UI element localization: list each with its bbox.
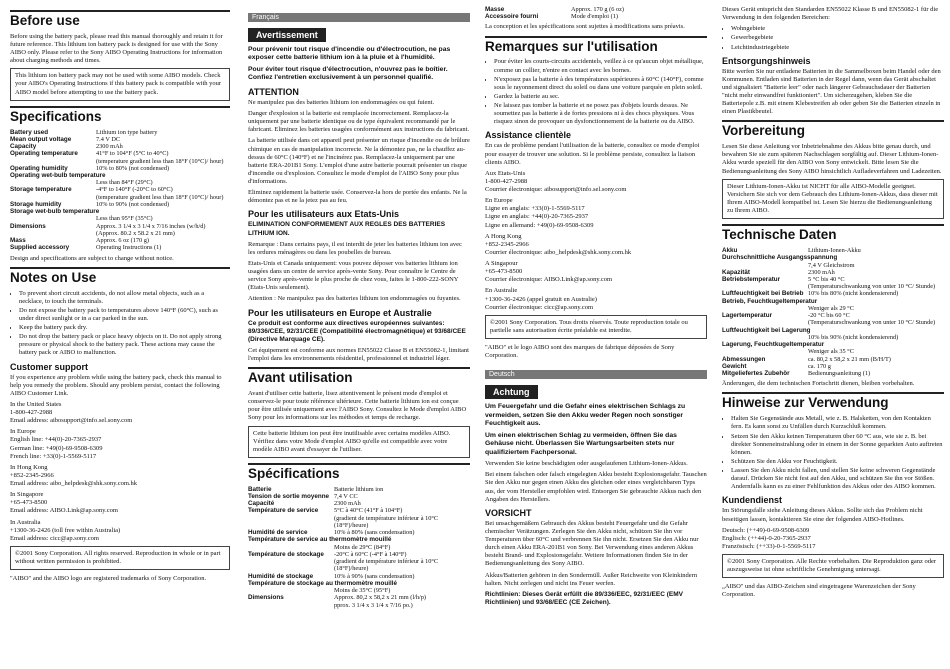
notes-heading: Notes on Use: [10, 269, 97, 285]
spec-label: Mean output voltage: [10, 135, 72, 143]
notes-list: [10, 290, 230, 358]
vorsicht-heading: VORSICHT: [485, 507, 532, 518]
spec-value: (gradient de température inférieur à 10°C (18°F)/heure): [334, 558, 439, 573]
attention-heading: ATTENTION: [248, 86, 299, 97]
richtlinien-text: Richtlinien: Dieses Gerät erfüllt die 89/336/EEC, 92/31/EEC (EMV Richtlinien) und 93/68/EEC (CE Zeichen).: [485, 590, 683, 606]
list-item: • Do not drop the battery pack or place heavy objects on it. Do not apply strong pressure or physical shock to the battery pack. These actions may cause the battery pack or AIBO to malfunction.: [19, 333, 230, 357]
spec-label: Température de service: [248, 507, 319, 515]
de-text: Akkus/Batterien gehören in den Sondermüll. Außer Reichweite von Kleinkindern halten. Nicht zerlegen und nicht ins Feuer werfen.: [485, 571, 698, 587]
language-label: Français: [248, 13, 470, 22]
spec-row: [248, 587, 470, 594]
spec-row: [485, 6, 707, 13]
spec-label: Mass: [10, 237, 26, 245]
spec-value: 10% à 80% (sans condensation): [334, 529, 415, 537]
spec-row: [722, 356, 944, 363]
spec-note-de: Änderungen, die dem technischen Fortschritt dienen, bleiben vorbehalten.: [722, 380, 915, 388]
spec-value: Less than 95°F (35°C): [96, 215, 153, 223]
contact-block: [485, 233, 707, 257]
spec-note: Design and specifications are subject to change without notice.: [10, 254, 174, 262]
trademark-text: „AIBO" und das AIBO-Zeichen sind eingetragene Warenzeichen der Sony Corporation.: [722, 583, 916, 599]
spec-value: (Approx. 80.2 x 58.2 x 21 mm): [96, 229, 175, 237]
spec-row: [248, 580, 470, 587]
contact-block: [485, 197, 707, 230]
spec-row: [10, 201, 230, 208]
spec-label: Abmessungen: [722, 355, 766, 363]
compatibility-note-box: [248, 426, 470, 458]
spec-value: Approx. 6 oz (170 g): [96, 237, 149, 245]
list-item: • Gardez la batterie au sec.: [494, 93, 707, 101]
column-french: [248, 6, 470, 612]
compatibility-note: Dieser Lithium-Ionen-Akku ist NICHT für alle AIBO-Modelle geeignet. Versichern Sie sich vor dem Gebrauch des Lithium-Ionen-Akkus, dass dieser mit Ihrem AIBO-Modell kompatibel ist. Lesen Sie hierzu die Bedienungsanleitung zu Ihrem AIBO.: [727, 182, 938, 215]
spec-value: (temperature gradient less than 18°F (10°C)/ hour): [96, 157, 224, 165]
trademark-text: "AIBO" and the AIBO logo are registered trademarks of Sony Corporation.: [10, 575, 207, 583]
warning-text: Um Feuergefahr und die Gefahr eines elektrischen Schlags zu vermeiden, setzen Sie den Akku weder Regen noch sonstiger Feuchtigkeit aus.: [485, 403, 686, 428]
spec-row: [248, 486, 470, 493]
spec-value: 7,4 V Gleichstrom: [808, 261, 855, 269]
spec-label: Mitgeliefertes Zubehör: [722, 370, 790, 378]
contact-block: [10, 464, 230, 488]
contact-line: Aux Etats-Unis: [485, 169, 526, 177]
spec-row: [722, 283, 944, 290]
spec-label: [248, 587, 334, 594]
spec-value: Bedienungsanleitung (1): [808, 370, 871, 378]
spec-label: [722, 334, 808, 341]
copyright-text: ©2001 Sony Corporation. Alle Rechte vorbehalten. Die Reproduktion ganz oder auszugsweise ist ohne schriftliche Genehmigung untersagt.: [727, 558, 937, 574]
column-french-german: [485, 6, 707, 610]
spec-label: Accessoire fourni: [485, 13, 539, 21]
spec-row: [248, 602, 470, 609]
remarks-list: [485, 58, 707, 126]
contact-line: A Hong Kong: [485, 232, 522, 240]
spec-label: Kapazität: [722, 268, 750, 276]
spec-value: 5 °C bis 40 °C: [808, 276, 845, 283]
spec-row: [10, 136, 230, 143]
column-german: [722, 6, 944, 603]
spec-value: 41°F to 104°F (5°C to 40°C): [96, 150, 169, 158]
spec-row: [722, 290, 944, 297]
spec-value: Batterie lithium ion: [334, 485, 384, 493]
spec-label: Capacité: [248, 500, 275, 508]
divider: [10, 106, 230, 108]
spec-value: Approx. 3 1/4 x 3 1/4 x 7/16 inches (w/h/d): [96, 222, 206, 230]
support-heading-fr: Assistance clientèle: [485, 130, 572, 141]
spec-value: Less than 84°F (29°C): [96, 179, 153, 187]
contact-line: +65-473-8500: [485, 268, 523, 276]
spec-label: Lagertemperatur: [722, 312, 773, 320]
spec-label: Luftfeuchtigkeit bei Betrieb: [722, 290, 804, 298]
spec-label: [248, 602, 334, 609]
spec-value: Approx. 80,2 x 58,2 x 21 mm (l/h/p): [334, 594, 426, 602]
spec-row: [10, 150, 230, 157]
contact-block: [10, 428, 230, 461]
spec-label: Operating wet-bulb temperature: [10, 171, 106, 179]
compatibility-note: Cette batterie lithium ion peut être inutilisable avec certains modèles AIBO. Vérifiez dans votre Mode d'emploi AIBO qu'elle est compatible avec votre modèle AIBO avant d'essayer de l'utiliser.: [253, 429, 451, 453]
spec-table: [485, 6, 707, 20]
spec-label: Température de stockage au thermomètre mouillé: [248, 579, 397, 587]
spec-label: [10, 215, 96, 222]
eu-users-heading: Pour les utilisateurs en Europe et Australie: [248, 307, 432, 318]
spec-row: [722, 334, 944, 341]
spec-row: [485, 13, 707, 20]
contact-block: [10, 401, 230, 425]
contact-line: Ligne en allemand: +49(0)-69-9508-6309: [485, 221, 594, 229]
list-item: • Pour éviter les courts-circuits accidentels, veillez à ce qu'aucun objet métallique, comme un collier, n'entre en contact avec les bornes.: [494, 58, 707, 74]
specifications-heading-de: Technische Daten: [722, 227, 837, 243]
spec-value: 2300 mAh: [808, 268, 835, 276]
spec-note-fr: La conception et les spécifications sont sujettes à modifications sans préavis.: [485, 23, 685, 31]
hotline-list: [722, 527, 944, 551]
list-item: • Wohngebiete: [731, 25, 944, 33]
copyright-box: [722, 554, 944, 578]
spec-row: [722, 348, 944, 355]
contact-line: 1-800-427-2988: [485, 177, 528, 185]
spec-label: [722, 348, 808, 355]
spec-row: [722, 276, 944, 283]
warning-label: Avertissement: [248, 28, 326, 42]
spec-value: 5°C à 40°C (41°F à 104°F): [334, 507, 403, 515]
contact-line: French line: +33(0)-1-5569-5117: [10, 452, 97, 460]
spec-label: [722, 262, 808, 269]
spec-value: Weniger als 29 °C: [808, 304, 854, 312]
spec-table: [722, 247, 944, 377]
spec-label: Battery used: [10, 128, 49, 136]
spec-label: Humidité de service: [248, 529, 308, 537]
spec-row: [10, 143, 230, 150]
list-item: • N'exposez pas la batterie à des températures supérieures à 60°C (140°F), comme sous le rayonnement direct du soleil ou dans une voiture parquée en plein soleil.: [494, 76, 707, 92]
spec-row: [248, 493, 470, 500]
conformity-text: Dieses Gerät entspricht den Standarden EN55022 Klasse B und EN55082-1 für die Verwendung in den folgenden Bereichen:: [722, 6, 939, 22]
spec-value: Operating Instructions (1): [96, 244, 162, 252]
spec-value: Moins de 29°C (84°F): [334, 543, 391, 551]
spec-label: Température de service au thermomètre mouillé: [248, 536, 392, 544]
contact-block: [485, 287, 707, 311]
contact-line: In Singapore: [10, 491, 44, 499]
service-text: Im Störungsfalle siehe Anleitung dieses Akkus. Sollte sich das Problem nicht beseitigen lassen, kontaktieren Sie eine der folgenden AIBO-Hotlines.: [722, 507, 923, 523]
contact-line: Email address: aibo_helpdesk@shk.sony.com.hk: [10, 480, 138, 488]
spec-label: Storage wet-bulb temperature: [10, 208, 100, 216]
spec-value: -20°C à 60°C (-4°F à 140°F): [334, 550, 407, 558]
spec-row: [10, 129, 230, 136]
contact-list: [485, 170, 707, 312]
us-text: Etats-Unis et Canada uniquement: vous pouvez déposer vos batteries lithium ion usagées dans un centre de service après-vente Sony. Pour connaître le Centre de service Sony après-vente le plus proche de chez vous, faites le 1-800-222-SONY (Etats-Unis seulement).: [248, 259, 459, 292]
vorsicht-text: Bei unsachgemäßem Gebrauch des Akkus besteht Feuergefahr und die Gefahr chemischer Verätzungen. Zerlegen Sie den Akku nicht, schützen Sie ihn vor Temperaturen über 60°C und verbrennen Sie ihn nicht. Ersetzen Sie den Akku nur durch einen Akku ERA-201B1 von Sony. Bei Verwendung eines anderen Akkus besteht Brand- und Explosionsgefahr. Weitere Informationen finden Sie in der Bedienungsanleitung des Sony AIBO.: [485, 519, 699, 568]
warning-text: Um einen elektrischen Schlag zu vermeiden, öffnen Sie das Gehäuse nicht. Überlassen Sie Wartungsarbeiten stets nur qualifiziertem Fachpersonal.: [485, 431, 677, 456]
list-item: • To prevent short circuit accidents, do not allow metal objects, such as a necklace, to touch the terminals.: [19, 290, 230, 306]
list-item: • Ne laissez pas tomber la batterie et ne posez pas d'objets lourds dessus. Ne soumettez pas la batterie à de fortes pressions ni à des chocs physiques. Vous risquez sinon de provoquer un dysfonctionnement de la batterie ou du AIBO.: [494, 102, 707, 126]
spec-row: [248, 507, 470, 514]
spec-label: [722, 283, 808, 290]
spec-row: [10, 244, 230, 251]
list-item: • Halten Sie Gegenstände aus Metall, wie z. B. Halsketten, von den Kontakten fern. Es kann sonst zu Unfällen durch Kurzschluß kommen.: [731, 415, 944, 431]
compatibility-note: This lithium ion battery pack may not be used with some AIBO models. Check your AIBO's Operating Instructions if this battery pack is compatible with your AIBO model before attempting to use the battery pack.: [15, 72, 222, 96]
spec-row: [248, 500, 470, 507]
divider: [10, 10, 230, 12]
spec-value: Lithium ion type battery: [96, 128, 158, 136]
spec-row: [722, 341, 944, 348]
copyright-text: ©2001 Sony Corporation. All rights reserved. Reproduction in whole or in part without written permission is prohibited.: [15, 549, 221, 566]
trademark-text: "AIBO" et le logo AIBO sont des marques de fabrique déposées de Sony Corporation.: [485, 344, 675, 360]
contact-line: +1300-36-2426 (toll free within Australia): [10, 526, 121, 534]
divider: [485, 36, 707, 38]
de-text: Verwenden Sie keine beschädigten oder ausgelaufenen Lithium-Ionen-Akkus.: [485, 460, 688, 468]
spec-row: [10, 186, 230, 193]
prep-heading: Vorbereitung: [722, 123, 806, 139]
spec-row: [10, 237, 230, 244]
divider: [10, 267, 230, 269]
spec-label: Lagerung, Feuchtkugeltemperatur: [722, 341, 825, 349]
spec-label: [10, 158, 96, 165]
spec-label: Supplied accessory: [10, 244, 70, 252]
spec-row: [10, 223, 230, 230]
specifications-heading: Specifications: [10, 108, 102, 124]
contact-line: +852-2345-2966: [10, 471, 54, 479]
spec-label: Storage humidity: [10, 200, 62, 208]
contact-line: Courrier électronique: aibo_helpdesk@shk.sony.com.hk: [485, 248, 632, 256]
warning-text: Pour éviter tout risque d'électrocution, n'ouvrez pas le boîtier. Confiez l'entretien exclusivement à un personnel qualifié.: [248, 65, 448, 82]
disposal-text: Bitte werfen Sie nur entladene Batterien in die Sammelboxen beim Handel oder den Kommunen. Entladen sind Batterien in der Regel dann, wenn das Gerät abschaltet und signalisiert "Batterie leer" oder nach längerer Gebrauchsdauer der Batterien "nicht mehr einwandfrei funktioniert". Um sicherzugehen, kleben Sie die Batteriepole z.B. mit einem Klebestreifen ab oder geben Sie die Batterien einzeln in einen Plastikbeutel.: [722, 67, 941, 116]
spec-row: [722, 298, 944, 305]
contact-list: [10, 401, 230, 543]
copyright-box: [485, 315, 707, 339]
spec-value: (gradient de température inférieur à 10°C (18°F)/heure): [334, 514, 439, 529]
spec-row: [722, 262, 944, 269]
spec-value: -4°F to 140°F (-20°C to 60°C): [96, 186, 173, 194]
spec-label: Batterie: [248, 485, 272, 493]
us-users-heading: Pour les utilisateurs aux Etats-Unis: [248, 209, 400, 220]
de-text: Bei einem falschen oder falsch eingelegten Akku besteht Explosionsgefahr. Tauschen Sie den Akku nur gegen einen Akku des gleichen oder eines vergleichbaren Typs aus, der vom Hersteller empfohlen wird. Entsorgen Sie gebrauchte Akkus nach den Angaben des Herstellers.: [485, 471, 707, 503]
spec-label: Capacity: [10, 143, 37, 151]
contact-line: German line: +49(0)-69-9508-6309: [10, 444, 103, 452]
support-text-fr: En cas de problème pendant l'utilisation de la batterie, consultez ce mode d'emploi pour essayer de trouver une solution. Si le problème persiste, consultez la liaison clients AIBO.: [485, 142, 700, 166]
prep-text: Lesen Sie diese Anleitung vor Inbetriebnahme des Akkus bitte genau durch, und bewahren Sie sie zum späteren Nachschlagen sorgfältig auf. Dieser Lithium-Ionen-Akku wurde speziell für den AIBO von Sony entwickelt. Bitte lesen Sie die Bedienungsanleitung des Sony AIBO hinsichtlich Aufladeverfahren und Ladezeiten.: [722, 143, 942, 175]
spec-label: Température de stockage: [248, 550, 324, 558]
column-english: [10, 6, 230, 586]
contact-line: Ligne en anglais: +44(0)-20-7365-2937: [485, 213, 589, 221]
us-text: Remarque : Dans certains pays, il est interdit de jeter les batteries lithium ion avec les ordures ménagères ou dans les poubelles de bureau.: [248, 240, 462, 256]
attention-text: Eliminez rapidement la batterie usée. Conservez-la hors de portée des enfants. Ne la démontez pas et ne la jetez pas au feu.: [248, 189, 467, 205]
spec-value: Weniger als 35 °C: [808, 348, 854, 356]
spec-label: [248, 544, 334, 551]
divider: [248, 463, 470, 465]
spec-row: [248, 536, 470, 543]
spec-label: [722, 305, 808, 312]
compatibility-note-box: [10, 68, 230, 100]
spec-label: Dimensions: [10, 222, 46, 230]
support-heading: Customer support: [10, 361, 89, 372]
before-use-heading-fr: Avant utilisation: [248, 370, 353, 386]
spec-label: [10, 179, 96, 186]
divider: [722, 224, 944, 226]
support-text: If you experience any problem while using the battery pack, check this manual to help you remedy the problem. Should any problem persist, contact the following AIBO Customer Link.: [10, 373, 222, 397]
us-text: Attention : Ne manipulez pas des batteries lithium ion endommagées ou fuyantes.: [248, 295, 461, 303]
compatibility-note-box: [722, 179, 944, 220]
spec-row: [248, 529, 470, 536]
us-disposal: ELIMINATION CONFORMEMENT AUX REGLES DES BATTERIES LITHIUM ION.: [248, 221, 446, 237]
spec-label: Betriebstemperatur: [722, 276, 781, 283]
specifications-heading-fr: Spécifications: [248, 465, 340, 481]
attention-text: Ne manipulez pas des batteries lithium ion endommagées ou qui fuient.: [248, 98, 435, 106]
spec-label: [10, 194, 96, 201]
list-item: • Setzen Sie den Akku keinen Temperaturen über 60 °C aus, wie sie z. B. bei direkter Sonneneinstrahlung oder in einem in der Sonne geparkten Auto auftreten können.: [731, 433, 944, 457]
eu-directives: Ce produit est conforme aux directives européennes suivantes: 89/336/CEE, 92/31/CEE (Compatibilité électromagnétique) et 93/68/CEE (Directive Marquage CE).: [248, 319, 466, 343]
contact-line: English line: +44(0)-20-7365-2937: [10, 436, 102, 444]
eu-text: Cet équipement est conforme aux normes EN55022 Classe B et EN55082-1, limitant l'emploi dans les environnements résidentiel, professionnel et industriel léger.: [248, 346, 469, 363]
spec-row: [10, 208, 230, 215]
spec-label: Operating humidity: [10, 164, 68, 172]
spec-row: [248, 558, 470, 572]
spec-row: [10, 172, 230, 179]
spec-row: [10, 165, 230, 172]
hotline-line: Englisch: (++44)-0-20-7365-2937: [722, 534, 811, 542]
hotline-line: Französisch: (++33)-0-1-5569-5117: [722, 542, 816, 550]
spec-value: 7,4 V CC: [334, 492, 358, 500]
contact-line: +852-2345-2966: [485, 240, 529, 248]
spec-label: Betrieb, Feuchtkugeltemperatur: [722, 297, 818, 305]
spec-value: pprox. 3 1/4 x 3 1/4 x 7/16 po.): [334, 601, 413, 609]
spec-value: 10% to 90% (not condensed): [96, 200, 170, 208]
spec-label: Gewicht: [722, 362, 747, 370]
spec-value: 10% to 80% (not condensed): [96, 164, 170, 172]
contact-block: [485, 170, 707, 194]
spec-row: [722, 305, 944, 312]
contact-line: In Hong Kong: [10, 463, 48, 471]
service-heading: Kundendienst: [722, 495, 782, 506]
spec-value: 10% bis 80% (nicht kondensierend): [808, 290, 899, 298]
list-item: • Keep the battery pack dry.: [19, 324, 230, 332]
list-item: • Do not expose the battery pack to temperatures above 140°F (60°C), such as under direct sunlight or in a car parked in the sun.: [19, 307, 230, 323]
spec-row: [248, 573, 470, 580]
spec-value: (Temperaturschwankung von unter 10 °C/ Stunde): [808, 319, 936, 327]
language-label: Deutsch: [485, 370, 707, 379]
contact-line: In the United States: [10, 400, 62, 408]
disposal-heading: Entsorgungshinweis: [722, 55, 811, 66]
spec-value: (temperature gradient less than 18°F (10°C)/ hour): [96, 193, 224, 201]
spec-value: Approx. 170 g (6 oz): [571, 6, 624, 13]
contact-line: In Europe: [10, 428, 36, 436]
list-item: • Schützen Sie den Akku vor Feuchtigkeit.: [731, 458, 944, 466]
spec-label: Luftfeuchtigkeit bei Lagerung: [722, 326, 811, 334]
spec-value: 2300 mAh: [96, 143, 123, 151]
contact-line: A Singapour: [485, 260, 518, 268]
divider: [722, 120, 944, 122]
spec-row: [248, 515, 470, 529]
attention-text: Danger d'explosion si la batterie est remplacée incorrectement. Remplacez-la uniquement par une batterie identique ou de type équivalent recommandé par le fabricant. Eliminez les batteries usagées conformément aux instructions du fabricant.: [248, 110, 470, 134]
divider: [248, 367, 470, 369]
spec-row: [10, 179, 230, 186]
contact-line: Courrier électronique: AIBO.Link@ap.sony.com: [485, 276, 613, 284]
spec-row: [248, 551, 470, 558]
spec-value: Mode d'emploi (1): [571, 13, 618, 21]
contact-block: [485, 260, 707, 284]
hints-list: [722, 415, 944, 491]
warning-label: Achtung: [485, 385, 538, 399]
spec-value: 10% à 90% (sans condensation): [334, 572, 415, 580]
spec-row: [248, 544, 470, 551]
list-item: • Leichtindustriegebiete: [731, 44, 944, 52]
divider: [722, 392, 944, 394]
spec-label: [10, 230, 96, 237]
contact-line: Email address: AIBO.Link@ap.sony.com: [10, 507, 118, 515]
hotline-line: Deutsch: (++49)-0-69-9508-6309: [722, 526, 810, 534]
spec-label: [248, 558, 334, 572]
spec-value: (Temperaturschwankung von unter 10 °C/ Stunde): [808, 283, 936, 291]
spec-row: [722, 370, 944, 377]
spec-value: Lithium-Ionen-Akku: [808, 247, 861, 255]
spec-row: [722, 247, 944, 254]
before-use-heading: Before use: [10, 13, 80, 28]
spec-value: 10% bis 90% (nicht kondensierend): [808, 333, 899, 341]
spec-row: [10, 230, 230, 237]
spec-row: [722, 254, 944, 261]
contact-line: In Australia: [10, 518, 41, 526]
spec-row: [722, 363, 944, 370]
spec-label: Masse: [485, 6, 505, 13]
spec-table: [10, 129, 230, 252]
contact-line: En Europe: [485, 197, 513, 205]
spec-label: [248, 515, 334, 529]
spec-label: Akku: [722, 247, 738, 255]
contact-line: Ligne en anglais: +33(0)-1-5569-5117: [485, 205, 585, 213]
spec-label: Humidité de stockage: [248, 572, 314, 580]
spec-row: [10, 194, 230, 201]
spec-label: [722, 319, 808, 326]
spec-row: [248, 594, 470, 601]
contact-line: Courrier électronique: cicc@ap.sony.com: [485, 303, 594, 311]
spec-value: ca. 80,2 x 58,2 x 21 mm (B/H/T): [808, 355, 891, 363]
attention-text: La batterie utilisée dans cet appareil peut présenter un risque d'incendie ou de brûlure chimique en cas de manipulation incorrecte. Ne la démontez pas, ne la chauffez au-dessus de 60°C (140°F) et ne l'incinérez pas. Remplacez-la uniquement par une batterie ERA-201B1 Sony. L'emploi d'une autre batterie pourrait présenter un risque d'incendie ou d'explosion. Consultez le mode d'emploi de l'AIBO Sony pour plus d'informations.: [248, 137, 470, 186]
contact-line: Email address: cicc@ap.sony.com: [10, 534, 99, 542]
spec-value: 2300 mAh: [334, 500, 361, 508]
spec-row: [722, 312, 944, 319]
spec-label: Storage temperature: [10, 186, 72, 194]
before-use-text: Before using the battery pack, please read this manual thoroughly and retain it for future reference. This lithium ion battery pack is designed for use with the Sony AIBO only. Please refer to the Sony AIBO Operating Instructions for information about charging methods and times.: [10, 32, 223, 65]
list-item: • Lassen Sie den Akku nicht fallen, und stellen Sie keine schweren Gegenstände darauf. Drücken Sie nicht fest auf den Akku, und schützen Sie ihn vor Stößen. Andernfalls kann es zu einer Fehlfunktion des Akkus oder des AIBO kommen.: [731, 467, 944, 491]
copyright-box: [10, 546, 230, 570]
spec-row: [10, 215, 230, 222]
hints-heading: Hinweise zur Verwendung: [722, 395, 889, 411]
list-item: • Gewerbegebiete: [731, 34, 944, 42]
spec-label: Durchschnittliche Ausgangsspannung: [722, 254, 838, 262]
spec-row: [10, 158, 230, 165]
contact-block: [10, 519, 230, 543]
spec-table: [248, 486, 470, 609]
spec-value: Moins de 35°C (95°F): [334, 587, 391, 595]
contact-line: En Australie: [485, 287, 518, 295]
areas-list: [722, 25, 944, 51]
spec-label: Tension de sortie moyenne: [248, 492, 330, 500]
copyright-text: ©2001 Sony Corporation. Tous droits réservés. Toute reproduction totale ou partielle sans autorisation écrite préalable est interdite.: [490, 318, 688, 334]
remarks-heading: Remarques sur l'utilisation: [485, 38, 658, 54]
spec-value: ca. 170 g: [808, 362, 831, 370]
contact-line: 1-800-427-2988: [10, 409, 53, 417]
contact-line: +65-473-8500: [10, 499, 48, 507]
spec-row: [722, 319, 944, 326]
spec-value: -20 °C bis 60 °C: [808, 312, 850, 320]
spec-row: [722, 269, 944, 276]
spec-value: 7.4 V DC: [96, 135, 121, 143]
contact-line: Courrier électronique: aibosupport@info.sel.sony.com: [485, 186, 627, 194]
spec-label: Dimensions: [248, 594, 284, 602]
before-use-text-fr: Avant d'utiliser cette batterie, lisez attentivement le présent mode d'emploi et conservez-le pour toute référence ultérieure. Cette batterie lithium ion est conçue pour être utilisée uniquement avec l'AIBO Sony. Consultez le Mode d'emploi AIBO Sony pour les informations sur les méthodes et temps de recharge.: [248, 390, 467, 422]
spec-label: Operating temperature: [10, 150, 78, 158]
contact-block: [10, 491, 230, 515]
contact-line: +1300-36-2426 (appel gratuit en Australie): [485, 295, 597, 303]
warning-text: Pour prévenir tout risque d'incendie ou d'électrocution, ne pas exposer cette batterie lithium ion à la pluie et à l'humidité.: [248, 46, 451, 62]
spec-row: [722, 327, 944, 334]
contact-line: Email address: aibosupport@info.sel.sony.com: [10, 417, 133, 425]
